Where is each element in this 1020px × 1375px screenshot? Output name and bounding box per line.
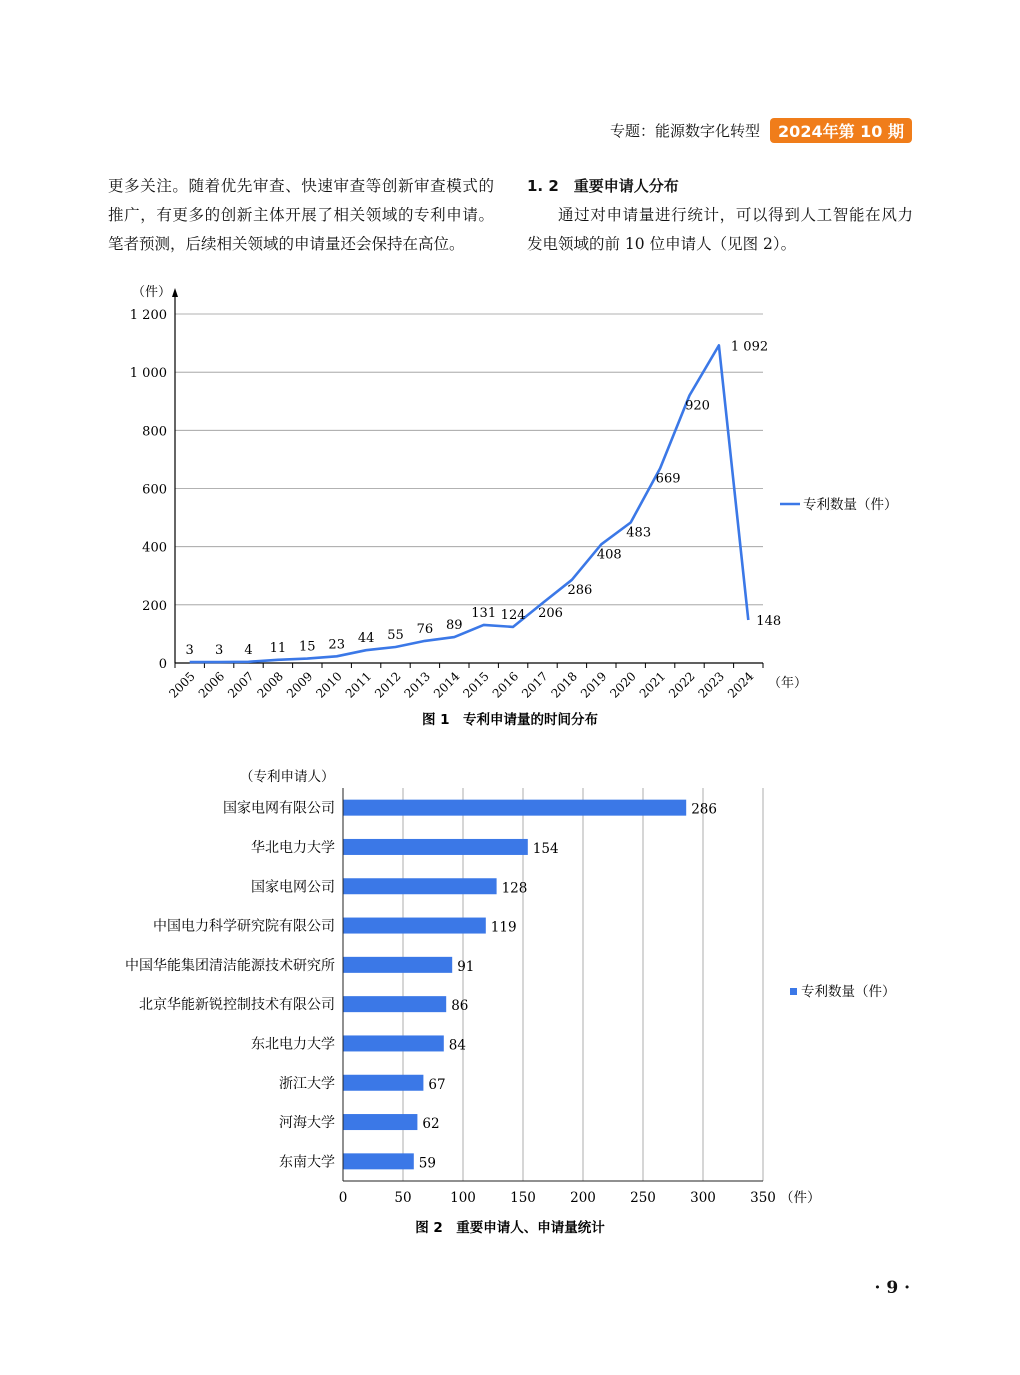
fig1-x-tick-label: 2015	[460, 669, 492, 701]
fig1-data-label: 15	[299, 639, 316, 655]
fig2-value-label: 286	[691, 801, 717, 818]
fig2-value-label: 128	[501, 880, 528, 897]
fig1-data-label: 55	[387, 628, 404, 644]
fig2-bar	[343, 878, 497, 894]
fig1-data-label: 483	[626, 525, 652, 541]
fig1-x-tick-label: 2023	[695, 669, 728, 701]
fig2-category-label: 国家电网公司	[251, 879, 335, 896]
fig1-x-tick-label: 2006	[195, 669, 228, 701]
fig2-bar	[343, 800, 686, 816]
fig2-value-label: 91	[457, 958, 475, 975]
issue-badge: 2024年第 10 期	[770, 118, 912, 143]
fig2-bar	[343, 1153, 414, 1169]
fig2-category-label: 华北电力大学	[251, 839, 335, 856]
section-paragraph: 通过对申请量进行统计，可以得到人工智能在风力发电领域的前 10 位申请人（见图 2）。	[527, 206, 913, 253]
fig1-x-tick-label: 2007	[225, 669, 257, 701]
fig2-value-labels	[419, 802, 717, 1172]
fig2-x-ticks	[339, 1190, 776, 1206]
fig1-x-tick-label: 2024	[724, 669, 757, 701]
fig1-y-tick-label: 0	[158, 657, 167, 672]
fig1-x-tick-label: 2014	[430, 669, 463, 701]
fig1-data-label: 131	[471, 605, 497, 621]
fig1-y-tick-label: 800	[142, 424, 167, 440]
page-number: · 9 ·	[874, 1278, 910, 1298]
fig1-y-tick-label: 400	[142, 540, 167, 556]
fig1-data-label: 669	[655, 471, 681, 487]
fig2-x-tick-label: 0	[338, 1190, 348, 1206]
fig2-x-tick-label: 200	[570, 1190, 596, 1206]
fig1-data-label: 23	[328, 637, 345, 653]
fig1-x-tick-label: 2019	[577, 669, 610, 701]
fig2-x-tick-label: 350	[750, 1190, 776, 1206]
fig1-data-label: 1 092	[730, 339, 769, 355]
fig2-caption: 图 2 重要申请人、申请量统计	[415, 1220, 605, 1236]
fig1-data-label: 206	[538, 606, 563, 622]
fig2-legend-label: 专利数量（件）	[801, 984, 896, 1000]
fig1-y-unit: （件）	[132, 285, 172, 300]
fig1-data-label: 3	[185, 643, 194, 659]
fig1-x-tick-label: 2022	[666, 669, 698, 701]
fig1-x-tick-label: 2012	[372, 669, 404, 701]
fig2-value-label: 119	[490, 919, 517, 936]
fig2-x-tick-label: 100	[450, 1190, 476, 1206]
fig1-x-tick-label: 2008	[254, 669, 287, 701]
fig1-x-ticks	[166, 663, 763, 701]
fig2-bar	[343, 957, 452, 973]
fig1-x-unit: （年）	[768, 676, 808, 691]
fig2-category-label: 浙江大学	[279, 1075, 335, 1092]
left-paragraph: 更多关注。随着优先审查、快速审查等创新审查模式的推广，有更多的创新主体开展了相关领域的专利申请。笔者预测，后续相关领域的申请量还会保持在高位。	[108, 177, 494, 253]
fig1-y-tick-label: 600	[142, 482, 167, 498]
fig2-x-tick-label: 150	[510, 1190, 536, 1206]
fig2-gridlines	[403, 788, 763, 1181]
fig2-bars	[343, 800, 686, 1170]
fig2-value-label: 59	[418, 1155, 436, 1172]
fig1-data-labels	[186, 339, 782, 658]
section-title: 1. 2 重要申请人分布	[527, 177, 679, 195]
fig1-data-label: 11	[269, 640, 287, 656]
fig2-value-label: 62	[422, 1116, 440, 1133]
fig1-y-tick-label: 1 000	[129, 366, 167, 382]
fig1-y-axis-arrow	[172, 288, 178, 297]
fig1-series-line	[190, 345, 749, 662]
fig1-data-label: 3	[214, 643, 224, 659]
fig2-category-label: 北京华能新锐控制技术有限公司	[139, 997, 335, 1014]
fig2-value-label: 67	[428, 1076, 446, 1093]
fig2-bar	[343, 839, 528, 855]
fig1-data-label: 408	[596, 547, 622, 563]
header-topic: 专题：能源数字化转型	[610, 122, 761, 140]
fig1-x-tick-label: 2018	[548, 669, 581, 701]
fig2-category-labels	[125, 800, 335, 1171]
fig2-category-label: 国家电网有限公司	[223, 800, 335, 817]
fig1-data-label: 89	[446, 618, 463, 634]
fig1-x-tick-label: 2020	[607, 669, 639, 701]
fig2-category-label: 中国华能集团清洁能源技术研究所	[125, 957, 335, 974]
fig1-data-label: 920	[685, 398, 710, 414]
fig2-x-unit: （件）	[780, 1190, 821, 1206]
fig1-legend-label: 专利数量（件）	[803, 497, 898, 513]
fig1-x-tick-label: 2009	[283, 669, 316, 701]
fig1-caption: 图 1 专利申请量的时间分布	[421, 712, 599, 728]
fig2-category-label: 东南大学	[279, 1154, 335, 1171]
fig2-bar	[343, 1114, 417, 1130]
fig1-x-tick-label: 2016	[489, 669, 522, 701]
fig1-x-tick-label: 2005	[166, 669, 198, 701]
fig1-data-label: 286	[567, 582, 593, 598]
fig1-data-label: 148	[756, 613, 782, 629]
fig1-data-label: 124	[500, 607, 526, 623]
fig1-data-label: 44	[357, 631, 375, 647]
fig2-x-tick-label: 50	[394, 1190, 412, 1206]
fig2-x-tick-label: 300	[690, 1190, 716, 1206]
fig1-x-tick-label: 2017	[519, 669, 551, 701]
fig2-legend-swatch	[790, 988, 797, 995]
fig1-y-ticks	[130, 308, 167, 672]
fig2-y-unit: （专利申请人）	[240, 769, 335, 785]
fig1-data-label: 4	[244, 642, 253, 658]
fig2-category-label: 东北电力大学	[251, 1036, 335, 1053]
fig1-x-tick-label: 2013	[401, 669, 434, 701]
fig2-bar	[343, 1035, 444, 1051]
fig2-bar	[343, 918, 486, 934]
fig1-x-tick-label: 2021	[636, 669, 669, 701]
fig1-x-tick-label: 2011	[342, 669, 375, 701]
fig2-value-label: 86	[451, 998, 469, 1015]
fig2-bar	[343, 1075, 423, 1091]
fig2-category-label: 河海大学	[279, 1115, 335, 1132]
fig2-category-label: 中国电力科学研究院有限公司	[153, 918, 335, 935]
fig1-y-tick-label: 200	[142, 598, 167, 614]
fig2-value-label: 154	[532, 840, 559, 857]
fig2-bar	[343, 996, 446, 1012]
fig1-y-tick-label: 1 200	[129, 308, 167, 323]
fig2-x-tick-label: 250	[630, 1190, 656, 1206]
fig1-gridlines	[175, 314, 763, 605]
fig1-data-label: 76	[416, 621, 434, 637]
fig1-x-tick-label: 2010	[313, 669, 345, 701]
fig2-value-label: 84	[448, 1037, 466, 1054]
